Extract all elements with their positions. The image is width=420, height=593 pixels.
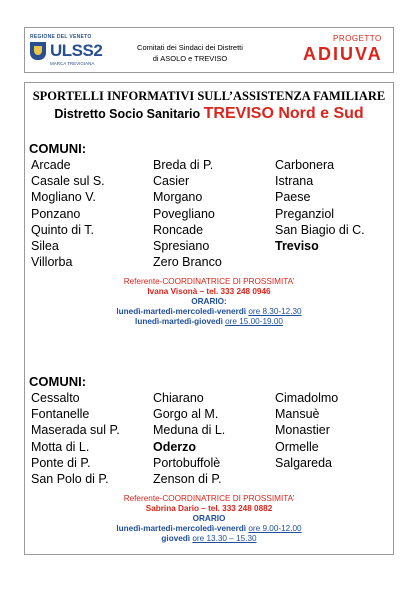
comune-section2-col1: Maserada sul P. [31, 423, 120, 438]
section2-days1: lunedì-martedì-mercoledì-venerdì [116, 524, 247, 533]
comune-section2-col2: Portobuffolè [153, 455, 221, 470]
section1-days2: lunedì-martedì-giovedì [135, 317, 223, 326]
comune-section2-col3: Salgareda [275, 455, 332, 470]
comune-section1-col1: Quinto di T. [31, 222, 95, 237]
section1-hours2: ore 15.00-19.00 [225, 317, 283, 326]
comune-section2-col2: Oderzo [153, 439, 197, 454]
comune-section2-col2: Gorgo al M. [153, 407, 219, 422]
comune-section1-col3: Istrana [275, 174, 314, 189]
section2-hours-row1 [25, 524, 393, 534]
adiuva-big-text: ADIUVA [303, 44, 383, 64]
header-title-line1: Comitati dei Sindaci dei Distretti [137, 43, 243, 52]
comune-section2-col1: Motta di L. [31, 439, 90, 454]
comune-section1-col2: Zero Branco [153, 255, 222, 270]
district-heading [25, 105, 393, 123]
section1-referent-label: Referente-COORDINATRICE DI PROSSIMITA’ [123, 277, 295, 286]
section1-orario: ORARIO: [191, 297, 227, 306]
ulss2-logo [30, 34, 120, 70]
comune-section1-col3: Treviso [275, 239, 319, 253]
header [24, 27, 394, 73]
section2-hours-row2 [25, 534, 393, 544]
comune-section1-col1: Casale sul S. [31, 174, 105, 189]
comune-section1-col3: Preganziol [275, 206, 335, 221]
district-name: TREVISO Nord e Sud [203, 105, 364, 122]
comune-section1-col1: Mogliano V. [31, 190, 96, 205]
comune-section2-col1: Cessalto [31, 391, 80, 405]
comune-section1-col2: Morgano [153, 190, 203, 205]
comune-section2-col3: Monastier [275, 423, 330, 438]
comune-section1-col1: Arcade [31, 158, 71, 172]
page-title: SPORTELLI INFORMATIVI SULL’ASSISTENZA FAMILIARE [32, 89, 386, 103]
comune-section1-col3: Paese [275, 190, 311, 205]
section1-hours-row2 [25, 317, 393, 327]
ulss-region-text: REGIONE DEL VENETO [30, 34, 92, 40]
section2-comuni-label: COMUNI: [29, 374, 87, 389]
comune-section1-col1: Villorba [31, 255, 73, 270]
section2-referent-name: Sabrina Dario – tel. 333 248 0882 [145, 504, 273, 513]
comune-section1-col2: Casier [153, 174, 190, 189]
comune-section1-col1: Ponzano [31, 206, 81, 221]
comune-section1-col3: Carbonera [275, 158, 335, 172]
section2-hours1: ore 9.00-12.00 [248, 524, 302, 533]
shield-icon [30, 42, 46, 60]
main-content [24, 82, 394, 555]
comune-section1-col1: Silea [31, 239, 59, 253]
section2-days2: giovedì [161, 534, 191, 543]
section1-days1: lunedì-martedì-mercoledì-venerdì [116, 307, 247, 316]
comune-section2-col2: Zenson di P. [153, 472, 222, 486]
comune-section2-col1: Fontanelle [31, 407, 90, 422]
adiuva-logo [297, 34, 391, 68]
district-prefix: Distretto Socio Sanitario [54, 107, 201, 121]
comune-section2-col1: San Polo di P. [31, 472, 109, 486]
comune-section1-col2: Roncade [153, 222, 204, 237]
comune-section2-col2: Meduna di L. [153, 423, 226, 438]
section1-info [25, 277, 393, 327]
comune-section2-col3: Ormelle [275, 439, 319, 454]
comune-section2-col1: Ponte di P. [31, 455, 91, 470]
ulss-name: ULSS2 [50, 41, 103, 60]
header-title [125, 42, 255, 64]
header-title-line2: di ASOLO e TREVISO [152, 54, 228, 63]
section1-referent-name: Ivana Visonà – tel. 333 248 0946 [147, 287, 271, 296]
section2-info [25, 494, 393, 544]
comune-section2-col3: Cimadolmo [275, 391, 339, 405]
comune-section2-col3: Mansuè [275, 407, 320, 422]
adiuva-small-text: PROGETTO [333, 34, 382, 43]
comune-section1-col2: Povegliano [153, 206, 215, 221]
comune-section1-col3: San Biagio di C. [275, 222, 365, 237]
section2-orario: ORARIO [192, 514, 226, 523]
section1-hours-row1 [25, 307, 393, 317]
comune-section1-col2: Spresiano [153, 239, 210, 253]
section1-hours1: ore 8.30-12.30 [248, 307, 302, 316]
section1-comuni-label: COMUNI: [29, 141, 87, 156]
comune-section1-col2: Breda di P. [153, 158, 214, 172]
section2-hours2: ore 13.30 – 15.30 [192, 534, 257, 543]
section2-referent-label: Referente-COORDINATRICE DI PROSSIMITA’ [123, 494, 295, 503]
ulss-subtitle: MARCA TREVIGIANA [50, 61, 95, 66]
comune-section2-col2: Chiarano [153, 391, 204, 405]
